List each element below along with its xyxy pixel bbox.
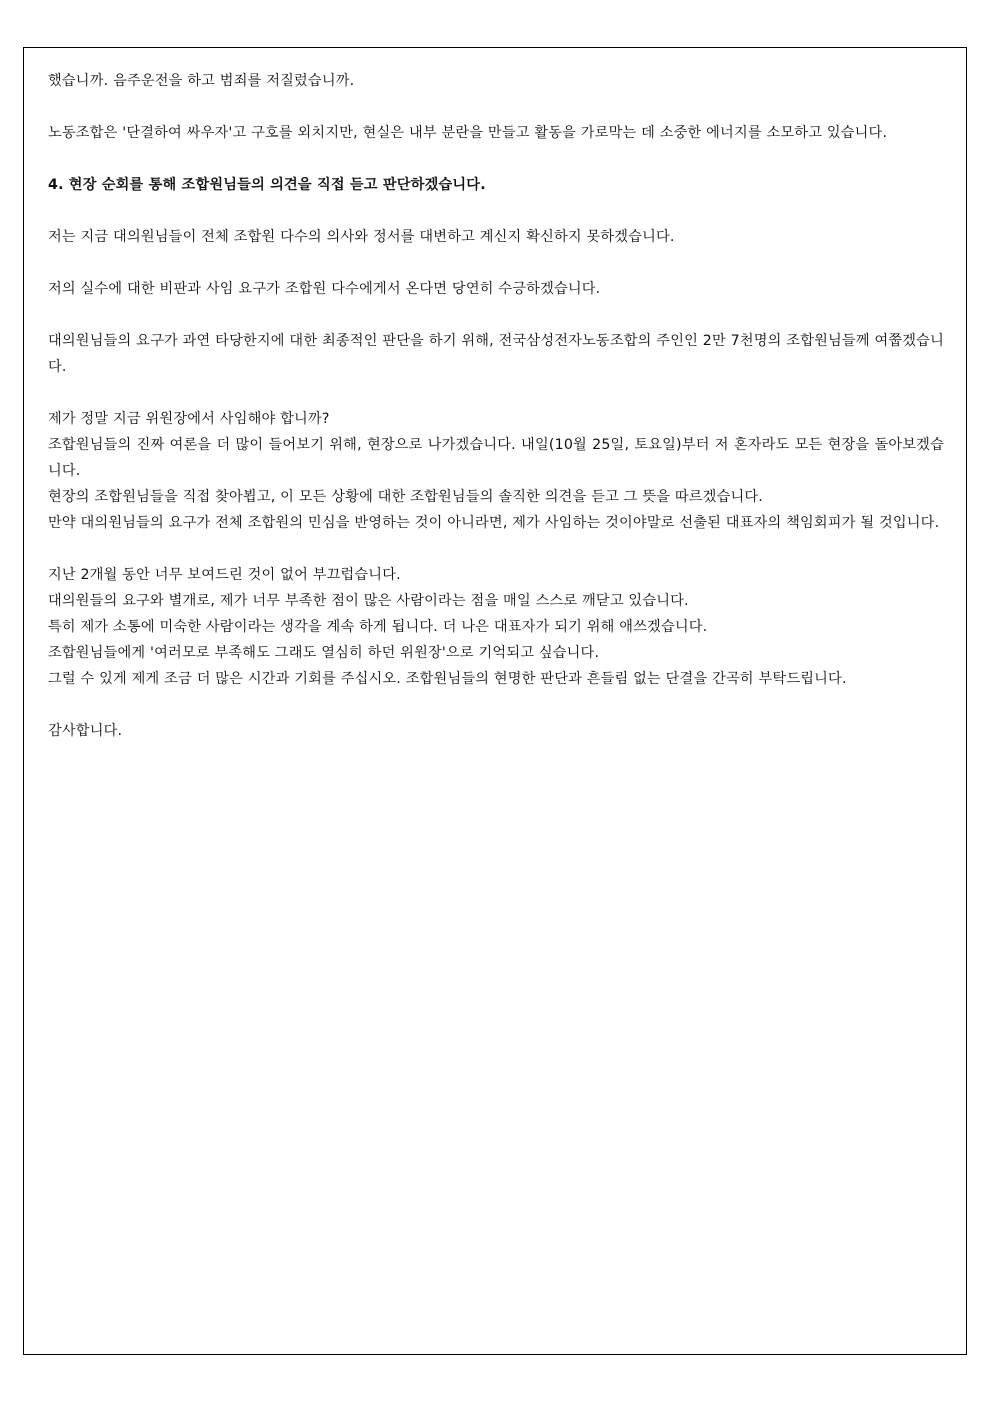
document-body — [48, 68, 944, 770]
paragraph-line: 그럴 수 있게 제게 조금 더 많은 시간과 기회를 주십시오. 조합원님들의 현명한 판단과 흔들림 없는 단결을 간곡히 부탁드립니다. — [48, 671, 847, 687]
paragraph-delegates-doubt — [48, 224, 944, 250]
paragraph-line: 조합원님들의 진짜 여론을 더 많이 들어보기 위해, 현장으로 나가겠습니다. 내일(10월 25일, 토요일)부터 저 혼자라도 모든 현장을 돌아보겠습니다. — [48, 437, 944, 479]
paragraph-ask-members — [48, 328, 944, 380]
paragraph-line: 저의 실수에 대한 비판과 사임 요구가 조합원 다수에게서 온다면 당연히 수긍하겠습니다. — [48, 281, 601, 297]
paragraph-line: 현장의 조합원님들을 직접 찾아뵙고, 이 모든 상황에 대한 조합원님들의 솔직한 의견을 듣고 그 뜻을 따르겠습니다. — [48, 489, 763, 505]
paragraph-line: 저는 지금 대의원님들이 전체 조합원 다수의 의사와 정서를 대변하고 계신지 확신하지 못하겠습니다. — [48, 229, 675, 245]
heading-line: 4. 현장 순회를 통해 조합원님들의 의견을 직접 듣고 판단하겠습니다. — [48, 177, 486, 193]
paragraph-line: 노동조합은 '단결하여 싸우자'고 구호를 외치지만, 현실은 내부 분란을 만들고 활동을 가로막는 데 소중한 에너지를 소모하고 있습니다. — [48, 125, 888, 141]
section-heading-4 — [48, 172, 944, 198]
paragraph-field-visit — [48, 406, 944, 536]
paragraph-line: 제가 정말 지금 위원장에서 사임해야 합니까? — [48, 411, 330, 427]
paragraph-line: 대의원님들의 요구가 과연 타당한지에 대한 최종적인 판단을 하기 위해, 전국삼성전자노동조합의 주인인 2만 7천명의 조합원님들께 여쭙겠습니다. — [48, 333, 944, 375]
paragraph-line: 조합원님들에게 '여러모로 부족해도 그래도 열심히 하던 위원장'으로 기억되고 싶습니다. — [48, 645, 600, 661]
paragraph-accept-criticism — [48, 276, 944, 302]
paragraph-line: 만약 대의원님들의 요구가 전체 조합원의 민심을 반영하는 것이 아니라면, 제가 사임하는 것이야말로 선출된 대표자의 책임회피가 될 것입니다. — [48, 515, 940, 531]
paragraph-thanks — [48, 718, 944, 744]
paragraph-apology — [48, 562, 944, 692]
paragraph-line: 했습니까. 음주운전을 하고 범죄를 저질렀습니까. — [48, 73, 355, 89]
paragraph-crime-question — [48, 68, 944, 94]
paragraph-union-slogan — [48, 120, 944, 146]
paragraph-line: 지난 2개월 동안 너무 보여드린 것이 없어 부끄럽습니다. — [48, 567, 401, 583]
paragraph-line: 대의원들의 요구와 별개로, 제가 너무 부족한 점이 많은 사람이라는 점을 매일 스스로 깨닫고 있습니다. — [48, 593, 689, 609]
paragraph-line: 감사합니다. — [48, 723, 123, 739]
paragraph-line: 특히 제가 소통에 미숙한 사람이라는 생각을 계속 하게 됩니다. 더 나은 대표자가 되기 위해 애쓰겠습니다. — [48, 619, 708, 635]
